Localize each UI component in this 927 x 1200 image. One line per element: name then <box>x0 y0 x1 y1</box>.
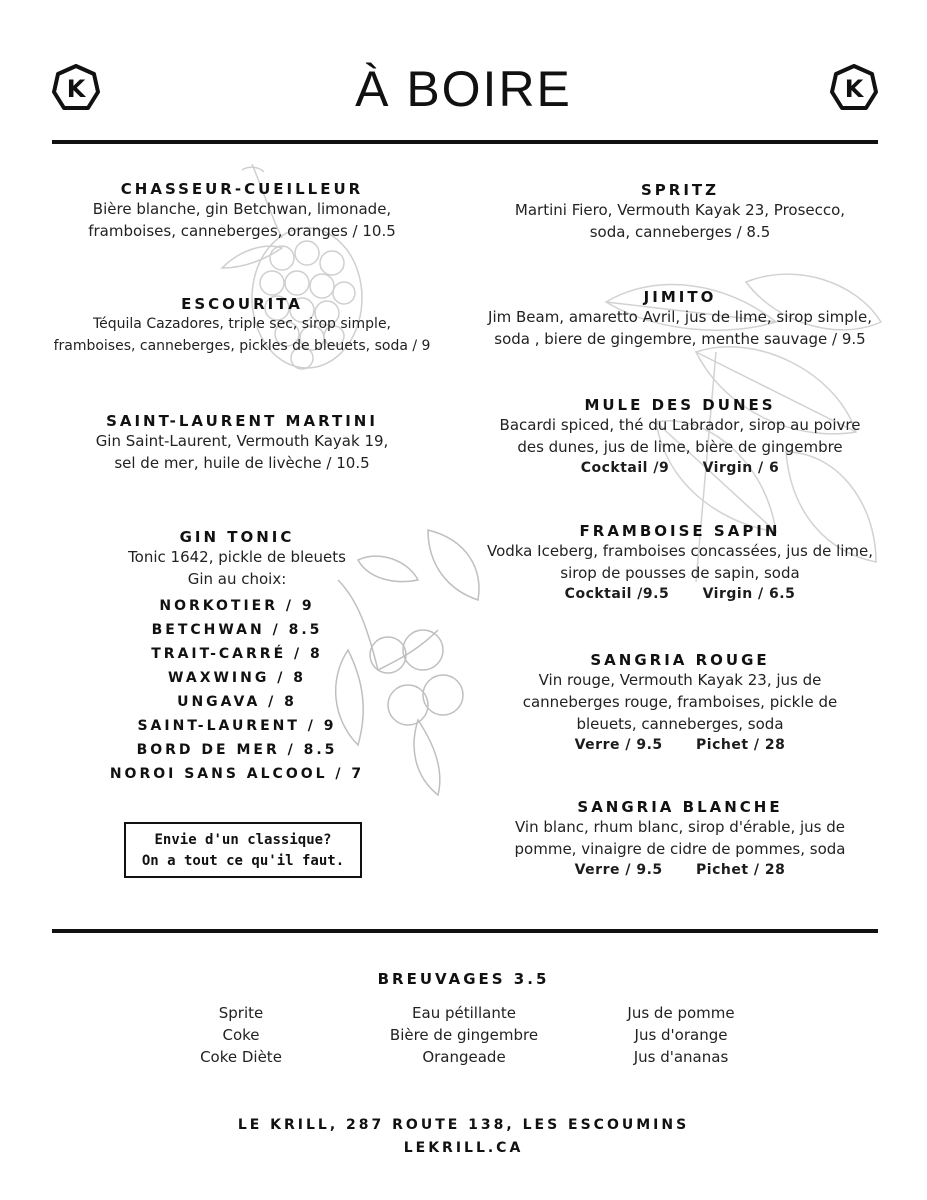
beverage-item: Coke Diète <box>200 1048 282 1066</box>
beverage-item: Jus de pomme <box>627 1004 735 1022</box>
gin-choice: SAINT-LAURENT / 9 <box>137 718 337 734</box>
gin-choice: NOROI SANS ALCOOL / 7 <box>109 766 365 782</box>
price-virgin: Virgin / 6 <box>702 460 780 476</box>
logo-letter: K <box>844 75 864 103</box>
drink-name: CHASSEUR-CUEILLEUR <box>120 180 364 198</box>
drink-item <box>52 295 432 357</box>
price-cocktail: Cocktail /9 <box>580 460 670 476</box>
classic-line: Envie d'un classique? <box>154 832 332 848</box>
gin-choice: BORD DE MER / 8.5 <box>136 742 338 758</box>
drink-name: FRAMBOISE SAPIN <box>579 522 781 540</box>
beverage-item: Jus d'orange <box>634 1026 728 1044</box>
page-title: À BOIRE <box>355 61 572 117</box>
beverage-item: Jus d'ananas <box>633 1048 729 1066</box>
classic-cocktail-note <box>124 822 362 878</box>
beverage-item: Coke <box>222 1026 260 1044</box>
price-row <box>478 458 882 479</box>
classic-line: On a tout ce qu'il faut. <box>141 853 345 869</box>
price-glass: Verre / 9.5 <box>574 862 663 878</box>
footer-address: LE KRILL, 287 ROUTE 138, LES ESCOUMINS <box>237 1117 690 1133</box>
drink-item <box>52 180 432 242</box>
price-row <box>478 584 882 605</box>
beverage-item: Sprite <box>218 1004 264 1022</box>
price-pitcher: Pichet / 28 <box>696 737 786 753</box>
price-virgin: Virgin / 6.5 <box>702 586 796 602</box>
divider <box>52 929 878 933</box>
gin-choice: TRAIT-CARRÉ / 8 <box>151 646 323 662</box>
drink-item <box>478 651 882 756</box>
divider <box>52 140 878 144</box>
drink-item <box>478 288 882 350</box>
drink-description: Martini Fiero, Vermouth Kayak 23, Prosecco, soda, canneberges / 8.5 <box>514 201 846 241</box>
price-pitcher: Pichet / 28 <box>696 862 786 878</box>
drink-description: Téquila Cazadores, triple sec, sirop simple, framboises, canneberges, pickles de bleuets, soda / 9 <box>53 316 431 354</box>
drink-item <box>478 798 882 881</box>
drink-description: Tonic 1642, pickle de bleuets Gin au choix: <box>128 548 346 588</box>
drink-description: Gin Saint-Laurent, Vermouth Kayak 19, sel de mer, huile de livèche / 10.5 <box>95 432 389 472</box>
beverage-item: Orangeade <box>422 1048 506 1066</box>
gin-choice-list <box>52 594 422 786</box>
drink-item <box>52 412 432 474</box>
gin-choice: BETCHWAN / 8.5 <box>151 622 323 638</box>
footer-website: LEKRILL.CA <box>403 1140 524 1156</box>
drink-name: SAINT-LAURENT MARTINI <box>106 412 378 430</box>
drink-description: Vodka Iceberg, framboises concassées, jus de lime, sirop de pousses de sapin, soda <box>486 542 874 582</box>
beverages-column <box>181 1002 301 1068</box>
drink-item <box>478 181 882 243</box>
beverages-column <box>606 1002 756 1068</box>
gin-choice: UNGAVA / 8 <box>177 694 297 710</box>
gin-tonic-section <box>52 528 422 786</box>
beverage-item: Bière de gingembre <box>389 1026 539 1044</box>
drink-item <box>478 522 882 605</box>
drink-name: GIN TONIC <box>179 528 295 546</box>
drink-name: ESCOURITA <box>181 295 303 313</box>
beverages-column <box>374 1002 554 1068</box>
drink-description: Vin blanc, rhum blanc, sirop d'érable, jus de pomme, vinaigre de cidre de pommes, soda <box>514 818 846 858</box>
price-glass: Verre / 9.5 <box>574 737 663 753</box>
drink-description: Bière blanche, gin Betchwan, limonade, framboises, canneberges, oranges / 10.5 <box>88 200 396 240</box>
beverage-item: Eau pétillante <box>412 1004 516 1022</box>
drink-name: JIMITO <box>643 288 717 306</box>
gin-choice: WAXWING / 8 <box>168 670 306 686</box>
drink-description: Jim Beam, amaretto Avril, jus de lime, sirop simple, soda , biere de gingembre, menthe sauvage / 9.5 <box>488 308 872 348</box>
drink-description: Vin rouge, Vermouth Kayak 23, jus de canneberges rouge, framboises, pickle de bleuets, canneberges, soda <box>522 671 838 733</box>
gin-choice: NORKOTIER / 9 <box>159 598 315 614</box>
logo-letter: K <box>66 75 86 103</box>
drink-name: SPRITZ <box>640 181 720 199</box>
drink-name: MULE DES DUNES <box>584 396 776 414</box>
beverages-title: BREUVAGES 3.5 <box>377 970 550 988</box>
drink-name: SANGRIA BLANCHE <box>577 798 783 816</box>
price-row <box>478 860 882 881</box>
price-cocktail: Cocktail /9.5 <box>564 586 670 602</box>
price-row <box>478 735 882 756</box>
drink-name: SANGRIA ROUGE <box>590 651 770 669</box>
drink-description: Bacardi spiced, thé du Labrador, sirop au poivre des dunes, jus de lime, bière de gingembre <box>499 416 861 456</box>
drink-item <box>478 396 882 479</box>
